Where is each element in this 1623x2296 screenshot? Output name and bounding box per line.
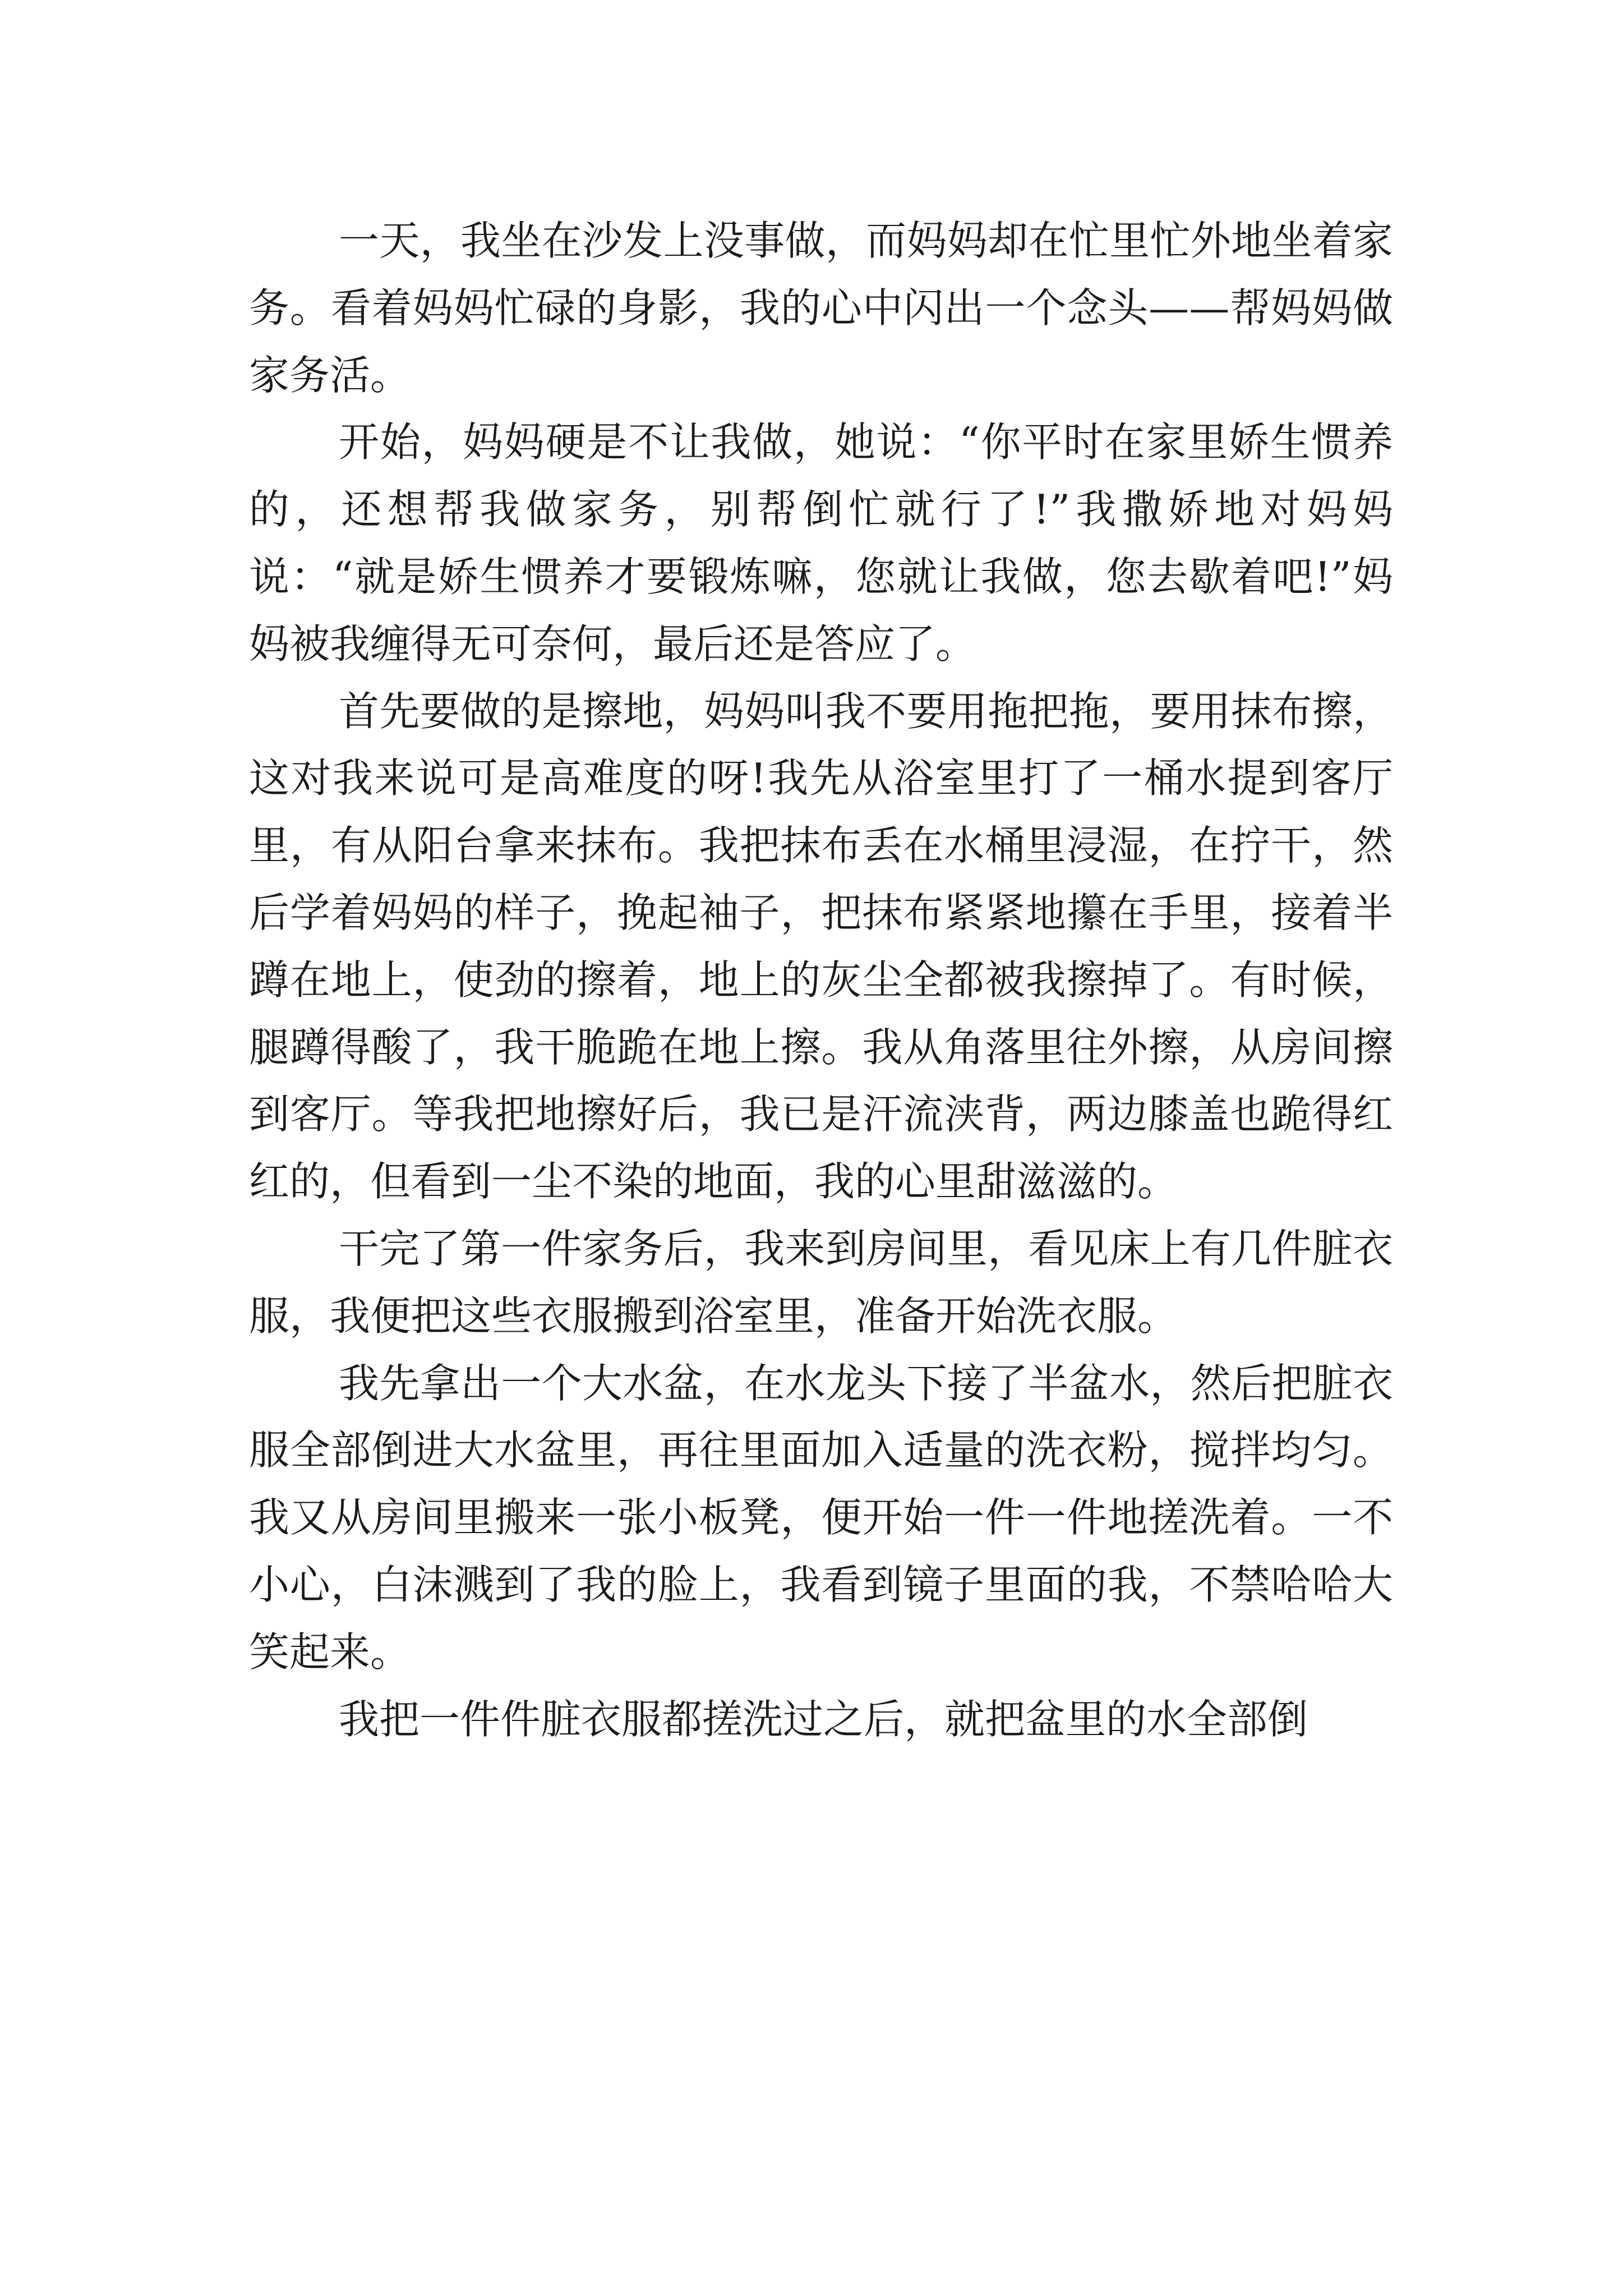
paragraph: 我先拿出一个大水盆，在水龙头下接了半盆水，然后把脏衣服全部倒进大水盆里，再往里面加入适量的洗衣粉，搅拌均匀。我又从房间里搬来一张小板凳，便开始一件一件地搓洗着。一不小心，白沫溅到了我的脸上，我看到镜子里面的我，不禁哈哈大笑起来。	[249, 1359, 1393, 1676]
paragraph: 一天，我坐在沙发上没事做，而妈妈却在忙里忙外地坐着家务。看着妈妈忙碌的身影，我的心中闪出一个念头——帮妈妈做家务活。	[249, 217, 1393, 399]
paragraph: 首先要做的是擦地，妈妈叫我不要用拖把拖，要用抹布擦，这对我来说可是高难度的呀!我先从浴室里打了一桶水提到客厅里，有从阳台拿来抹布。我把抹布丢在水桶里浸湿，在拧干，然后学着妈妈的样子，挽起袖子，把抹布紧紧地攥在手里，接着半蹲在地上，使劲的擦着，地上的灰尘全都被我擦掉了。有时候，腿蹲得酸了，我干脆跪在地上擦。我从角落里往外擦，从房间擦到客厅。等我把地擦好后，我已是汗流浃背，两边膝盖也跪得红红的，但看到一尘不染的地面，我的心里甜滋滋的。	[249, 687, 1393, 1205]
paragraph: 开始，妈妈硬是不让我做，她说：“你平时在家里娇生惯养的，还想帮我做家务，别帮倒忙就行了!”我撒娇地对妈妈说：“就是娇生惯养才要锻炼嘛，您就让我做，您去歇着吧!”妈妈被我缠得无可奈何，最后还是答应了。	[249, 418, 1393, 668]
paragraph: 我把一件件脏衣服都搓洗过之后，就把盆里的水全部倒	[339, 1695, 1308, 1743]
paragraph: 干完了第一件家务后，我来到房间里，看见床上有几件脏衣服，我便把这些衣服搬到浴室里，准备开始洗衣服。	[249, 1225, 1393, 1340]
document-body	[249, 208, 1393, 1753]
